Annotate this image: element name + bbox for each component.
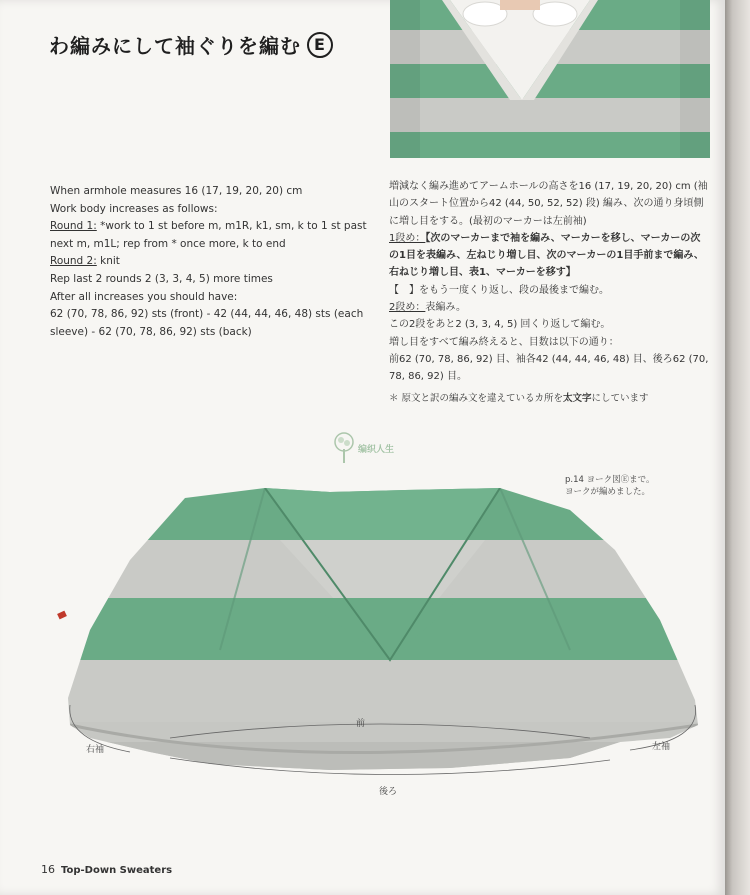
- jp-round-1-label: 1段め：: [389, 232, 426, 244]
- watermark: [333, 428, 429, 468]
- round-2-instruction: [50, 253, 370, 271]
- caption-line: ヨークが編めました。: [565, 487, 651, 497]
- knitted-yoke-photo: [30, 480, 710, 800]
- page-footer: [41, 863, 172, 876]
- jp-paragraph: 増減なく編み進めてアームホールの高さを16 (17, 19, 20, 20) cm (袖山のスタート位置から42 (44, 50, 52, 52) 段) 編み、次の通り身頃側に増し目をする。(最初のマーカーは左前袖): [389, 181, 708, 227]
- round-1-instruction: [50, 218, 370, 253]
- note-bold: 太文字: [563, 392, 592, 404]
- japanese-instructions: [389, 178, 709, 407]
- book-title: Top-Down Sweaters: [61, 865, 173, 876]
- round-2-label: Round 2:: [50, 255, 97, 268]
- jp-paragraph: 【 】をもう一度くり返し、段の最後まで編む。: [389, 284, 609, 296]
- jp-note: [389, 390, 709, 407]
- caption-line: p.14 ヨーク図Ⓔまで。: [565, 475, 655, 485]
- instruction-line: Work body increases as follows:: [50, 202, 218, 215]
- jp-paragraph: 増し目をすべて編み終えると、目数は以下の通り：: [389, 336, 619, 348]
- round-1-text: *work to 1 st before m, m1R, k1, sm, k to 1 st past next m, m1L; rep from * once more, k to end: [50, 220, 367, 250]
- instruction-line: When armhole measures 16 (17, 19, 20, 20) cm: [50, 185, 303, 197]
- jp-round-2-text: 表編み。: [425, 302, 466, 314]
- label-right-sleeve: 右袖: [86, 745, 105, 755]
- title-text: わ編みにして袖ぐりを編む: [49, 34, 301, 58]
- title-badge: E: [307, 32, 333, 58]
- jp-paragraph: この2段をあと2 (3, 3, 4, 5) 回くり返して編む。: [389, 319, 611, 331]
- note-text: にしています: [591, 392, 649, 404]
- jp-round-1-text: 【次のマーカーまで袖を編み、マーカーを移し、マーカーの次の1目を表編み、左ねじり増し目、次のマーカーの1目手前まで編み、右ねじり増し目、表1、マーカーを移す】: [389, 232, 704, 279]
- watermark-text: 编织人生: [358, 444, 395, 455]
- note-text: ＊ 原文と訳の編み文を違えているカ所を: [389, 392, 564, 404]
- instruction-line: Rep last 2 rounds 2 (3, 3, 4, 5) more times: [50, 272, 273, 285]
- round-2-text: knit: [96, 255, 120, 268]
- model-photo: [390, 0, 710, 158]
- page-title: [49, 30, 333, 59]
- instruction-line: After all increases you should have:: [50, 290, 238, 303]
- jp-round-2: [389, 299, 709, 316]
- jp-round-2-label: 2段め：: [389, 302, 426, 314]
- instruction-line: 62 (70, 78, 86, 92) sts (front) - 42 (44, 44, 46, 48) sts (each sleeve) - 62 (70, 78, 86, 92) sts (back): [50, 308, 364, 338]
- page-number: 16: [41, 863, 55, 876]
- label-front: 前: [356, 719, 366, 729]
- round-1-label: Round 1:: [50, 220, 97, 233]
- label-left-sleeve: 左袖: [652, 742, 671, 752]
- book-binding: [725, 0, 750, 895]
- jp-round-1: [389, 230, 709, 282]
- english-instructions: [50, 183, 370, 341]
- label-back: 後ろ: [379, 787, 398, 797]
- jp-paragraph: 前62 (70, 78, 86, 92) 目、袖各42 (44, 44, 46, 48) 目、後ろ62 (70, 78, 86, 92) 目。: [389, 353, 709, 383]
- tree-logo-icon: [333, 431, 355, 465]
- striped-sweater-photo-illustration: [390, 0, 710, 158]
